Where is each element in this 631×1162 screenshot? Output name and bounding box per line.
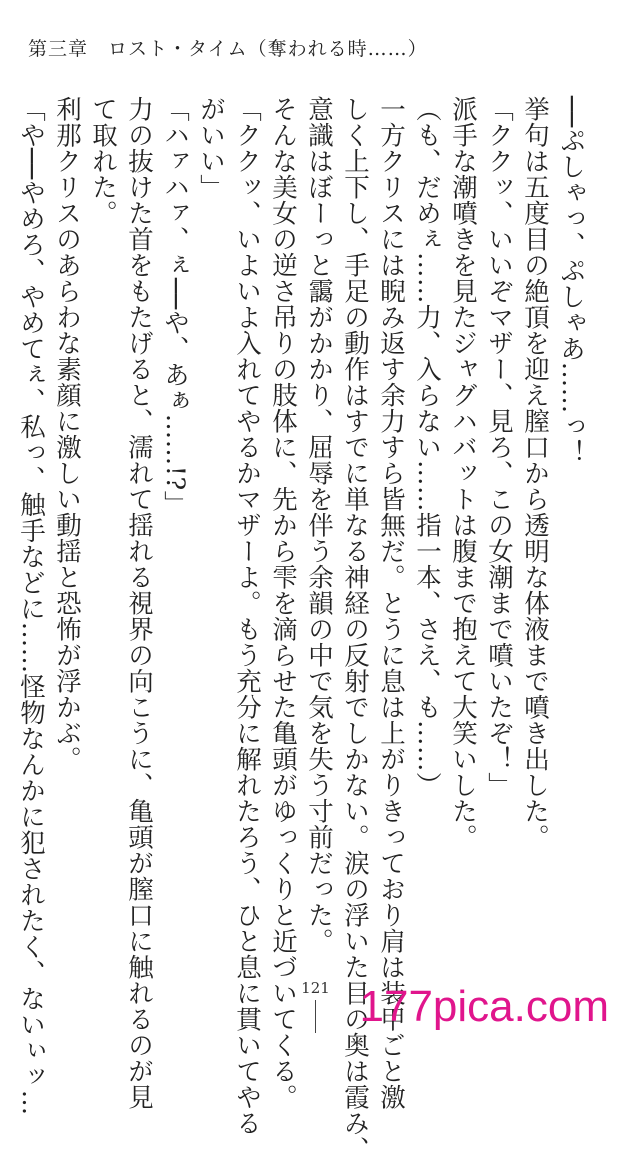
text-line: しく上下し、手足の動作はすでに単なる神経の反射でしかない。涙の浮いた目の奥は霞み、 xyxy=(340,96,370,1162)
text-line: ──ぷしゃっ、ぷしゃあ……っ！ xyxy=(556,96,586,466)
text-line: （も、だめぇ……力、入らない……指一本、さえ、も……） xyxy=(412,96,442,798)
text-line: 派手な潮噴きを見たジャグハバットは腹まで抱えて大笑いした。 xyxy=(448,96,478,850)
page-number-tick xyxy=(315,1000,316,1033)
text-line: て取れた。 xyxy=(88,96,118,226)
text-line: 「ククッ、いいぞマザー、見ろ、この女潮まで噴いたぞ！」 xyxy=(484,96,514,798)
text-line: 挙句は五度目の絶頂を迎え膣口から透明な体液まで噴き出した。 xyxy=(520,96,550,850)
text-line: 「や──やめろ、やめてぇ、私っ、触手などに……怪物なんかに犯されたく、ないぃッ… xyxy=(16,96,46,1116)
chapter-header: 第三章 ロスト・タイム（奪われる時……） xyxy=(28,38,428,60)
text-line: 利那クリスのあらわな素顔に激しい動揺と恐怖が浮かぶ。 xyxy=(52,96,82,772)
text-line: がいい」 xyxy=(196,96,226,200)
text-line: 力の抜けた首をもたげると、濡れて揺れる視界の向こうに、亀頭が膣口に触れるのが見 xyxy=(124,96,154,1110)
watermark: 177pica.com xyxy=(359,982,609,1031)
page-number: 121 xyxy=(301,979,330,997)
text-line: 「ククッ、いよいよ入れてやるかマザーよ。もう充分に解れたろう、ひと息に貫いてやる xyxy=(232,96,262,1136)
text-line: 意識はぼーっと靄がかかり、屈辱を伴う余韻の中で気を失う寸前だった。 xyxy=(304,96,334,954)
text-line: 一方クリスには睨み返す余力すら皆無だ。とうに息は上がりきっており肩は装甲ごと激 xyxy=(376,96,406,1110)
text-line: そんな美女の逆さ吊りの肢体に、先から雫を滴らせた亀頭がゆっくりと近づいてくる。 xyxy=(268,96,298,1110)
text-line: 「ハァハァ、ぇ──や、あぁ……!?」 xyxy=(160,96,190,517)
